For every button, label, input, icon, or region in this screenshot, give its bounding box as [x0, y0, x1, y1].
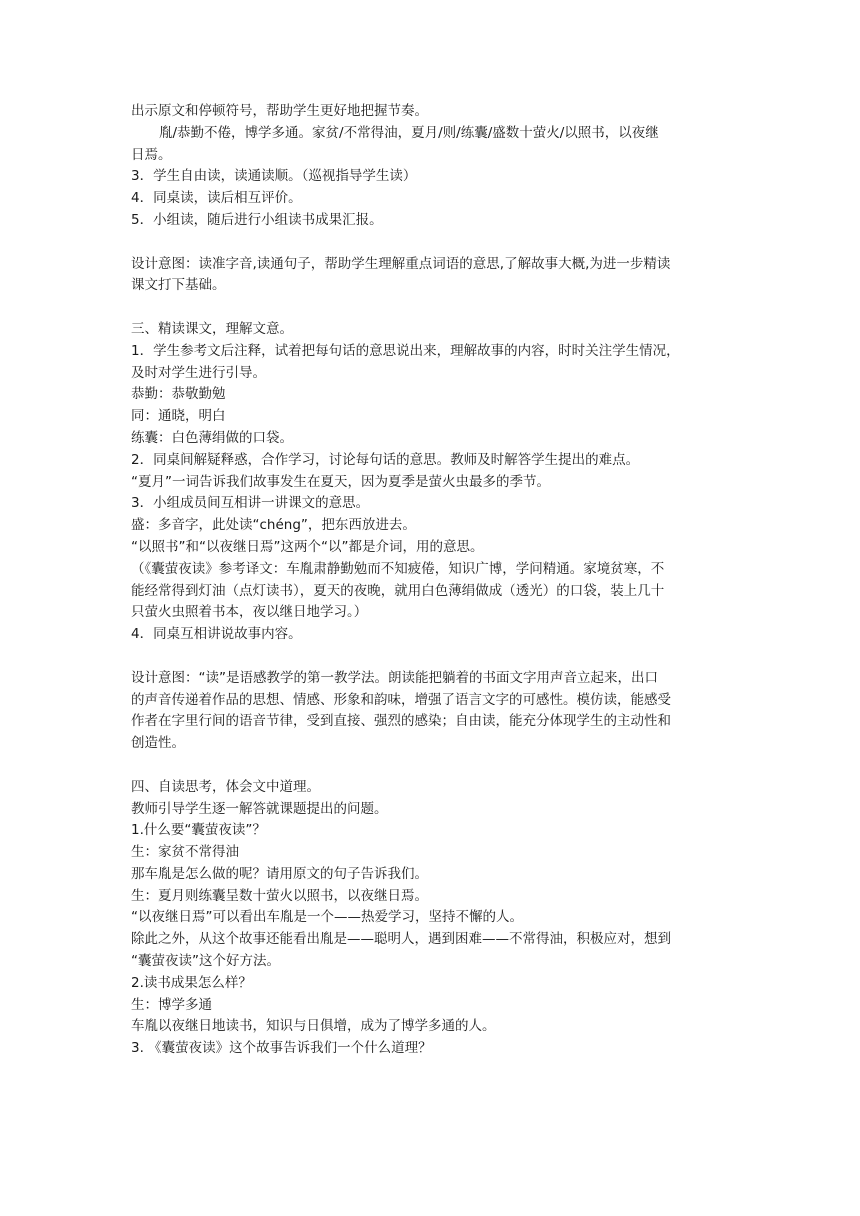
paragraph-line: 1．学生参考文后注释，试着把每句话的意思说出来，理解故事的内容，时时关注学生情况， — [131, 342, 680, 359]
paragraph-line: 2．同桌间解疑释惑，合作学习，讨论每句话的意思。教师及时解答学生提出的难点。 — [131, 451, 640, 468]
paragraph-line: 出示原文和停顿符号，帮助学生更好地把握节奏。 — [131, 103, 428, 119]
paragraph-line: 练囊：白色薄绢做的口袋。 — [131, 429, 293, 446]
paragraph-line: 盛：多音字，此处读“chéng”，把东西放进去。 — [131, 517, 416, 534]
paragraph-line: 设计意图：读准字音,读通句子，帮助学生理解重点词语的意思,了解故事大概,为进一步精读 — [131, 255, 671, 272]
paragraph-line: 1.什么要“囊萤夜读”？ — [131, 822, 266, 839]
paragraph-line: 4．同桌读，读后相互评价。 — [131, 190, 302, 207]
paragraph-line: 能经常得到灯油（点灯读书），夏天的夜晚，就用白色薄绢做成（透光）的口袋，装上几十 — [131, 582, 665, 599]
paragraph-line: （《囊萤夜读》参考译文：车胤肃静勤勉而不知疲倦，知识广博，学问精通。家境贫寒，不 — [131, 560, 665, 577]
paragraph-line: 4．同桌互相讲说故事内容。 — [131, 626, 302, 643]
paragraph-line: 作者在字里行间的语音节律，受到直接、强烈的感染；自由读，能充分体现学生的主动性和 — [131, 713, 671, 730]
paragraph-line: “夏月”一词告诉我们故事发生在夏天，因为夏季是萤火虫最多的季节。 — [131, 473, 550, 490]
blank-line — [131, 755, 731, 777]
paragraph-line: “囊萤夜读”这个好方法。 — [131, 953, 280, 970]
section-heading: 三、精读课文，理解文意。 — [131, 320, 293, 337]
paragraph-line: 创造性。 — [131, 735, 185, 752]
paragraph-line: 恭勤：恭敬勤勉 — [131, 386, 226, 403]
paragraph-line: 2.读书成果怎么样？ — [131, 974, 252, 991]
section-heading: 四、自读思考，体会文中道理。 — [131, 778, 320, 795]
blank-line — [131, 232, 731, 254]
paragraph-line: “以照书”和“以夜继日焉”这两个“以”都是介词，用的意思。 — [131, 538, 484, 555]
paragraph-line: 生：夏月则练囊呈数十萤火以照书，以夜继日焉。 — [131, 887, 428, 904]
paragraph-line: 同：通晓，明白 — [131, 408, 226, 425]
blank-line — [131, 646, 731, 668]
paragraph-line: 3. 《囊萤夜读》这个故事告诉我们一个什么道理？ — [131, 1040, 432, 1057]
paragraph-line: 胤/恭勤不倦，博学多通。家贫/不常得油，夏月/则/练囊/盛数十萤火/以照书，以夜继 — [159, 124, 659, 141]
document-body — [131, 101, 731, 1060]
paragraph-line: 的声音传递着作品的思想、情感、形象和韵味，增强了语言文字的可感性。模仿读，能感受 — [131, 691, 671, 708]
paragraph-line: “以夜继日焉”可以看出车胤是一个——热爱学习，坚持不懈的人。 — [131, 909, 523, 926]
paragraph-line: 生：家贫不常得油 — [131, 844, 239, 861]
paragraph-line: 车胤以夜继日地读书，知识与日俱增，成为了博学多通的人。 — [131, 1018, 496, 1035]
paragraph-line: 3．小组成员间互相讲一讲课文的意思。 — [131, 495, 370, 512]
paragraph-line: 日焉。 — [131, 146, 172, 163]
paragraph-line: 只萤火虫照着书本，夜以继日地学习。） — [131, 604, 368, 621]
paragraph-line: 生：博学多通 — [131, 996, 212, 1013]
paragraph-line: 教师引导学生逐一解答就课题提出的问题。 — [131, 800, 388, 817]
paragraph-line: 3．学生自由读，读通读顺。（巡视指导学生读） — [131, 168, 417, 185]
paragraph-line: 课文打下基础。 — [131, 277, 226, 294]
paragraph-line: 那车胤是怎么做的呢？请用原文的句子告诉我们。 — [131, 865, 428, 882]
blank-line — [131, 297, 731, 319]
paragraph-line: 除此之外，从这个故事还能看出胤是——聪明人，遇到困难——不常得油，积极应对，想到 — [131, 931, 671, 948]
paragraph-line: 及时对学生进行引导。 — [131, 364, 266, 381]
paragraph-line: 设计意图：“读”是语感教学的第一教学法。朗读能把躺着的书面文字用声音立起来，出口 — [131, 669, 658, 686]
paragraph-line: 5．小组读，随后进行小组读书成果汇报。 — [131, 211, 383, 228]
